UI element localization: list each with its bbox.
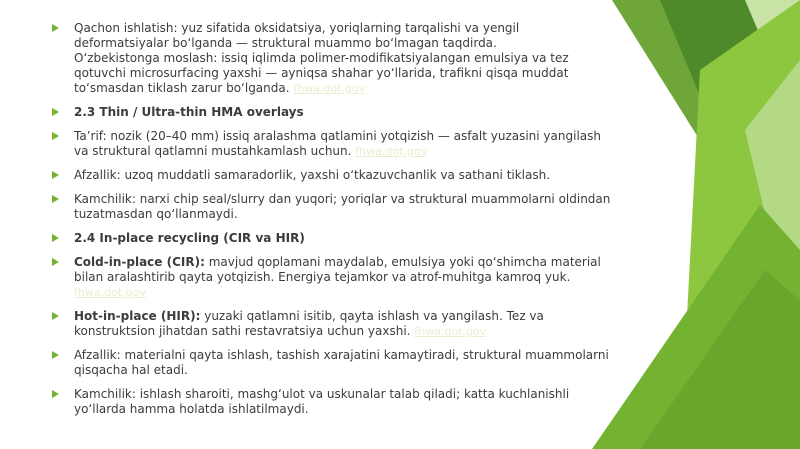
bullet-text: Kamchilik: ishlash sharoiti, mashg‘ulot va uskunalar talab qiladi; katta kuchlanishli yo‘llarda hamma holatda ishlatilmaydi. <box>74 387 570 416</box>
content-area <box>52 21 612 426</box>
section-heading: 2.3 Thin / Ultra-thin HMA overlays <box>74 105 304 119</box>
section-heading-recycling <box>52 231 612 246</box>
section-heading-thin-overlays <box>52 105 612 120</box>
bullet-disadvantage <box>52 192 612 222</box>
bullet-arrow-icon <box>52 351 59 359</box>
bullet-text: mavjud qoplamani maydalab, emulsiya yoki qo‘shimcha material bilan aralashtirib qayta yotqizish. Energiya tejamkor va atrof-muhitga kamroq yuk. <box>74 255 601 284</box>
bullet-disadvantage-recycling <box>52 387 612 417</box>
bullet-definition <box>52 129 612 159</box>
bullet-arrow-icon <box>52 312 59 320</box>
bullet-text: Afzallik: uzoq muddatli samaradorlik, yaxshi o‘tkazuvchanlik va sathani tiklash. <box>74 168 551 182</box>
bullet-text: Kamchilik: narxi chip seal/slurry dan yuqori; yoriqlar va struktural muammolarni oldindan tuzatmasdan qo‘llanmaydi. <box>74 192 611 221</box>
bullet-when-to-use <box>52 21 612 96</box>
source-link[interactable]: fhwa.dot.gov <box>74 286 146 299</box>
bullet-advantage-recycling <box>52 348 612 378</box>
bullet-arrow-icon <box>52 24 59 32</box>
bullet-arrow-icon <box>52 108 59 116</box>
bullet-text: O‘zbekistonga moslash: issiq iqlimda polimer-modifikatsiyalangan emulsiya va tez qotuvchi microsurfacing yaxshi — ayniqsa shahar yo‘llarida, trafikni qisqa muddat to‘smasdan tiklash zarur bo‘lganda. <box>74 51 569 95</box>
source-link[interactable]: fhwa.dot.gov <box>414 325 487 338</box>
bullet-arrow-icon <box>52 390 59 398</box>
section-heading: 2.4 In-place recycling (CIR va HIR) <box>74 231 305 245</box>
bullet-arrow-icon <box>52 195 59 203</box>
bullet-cold-in-place <box>52 255 612 300</box>
bullet-label: Cold-in-place (CIR): <box>74 255 205 269</box>
bullet-text: Ta’rif: nozik (20–40 mm) issiq aralashma qatlamini yotqizish — asfalt yuzasini yangilash va struktural qatlamni mustahkamlash uchun. <box>74 129 601 158</box>
source-link[interactable]: fhwa.dot.gov <box>355 145 428 158</box>
bullet-arrow-icon <box>52 234 59 242</box>
bullet-arrow-icon <box>52 171 59 179</box>
bullet-advantage <box>52 168 612 183</box>
bullet-hot-in-place <box>52 309 612 339</box>
bullet-label: Hot-in-place (HIR): <box>74 309 201 323</box>
bullet-arrow-icon <box>52 258 59 266</box>
bullet-text: Qachon ishlatish: yuz sifatida oksidatsiya, yoriqlarning tarqalishi va yengil deformatsiyalar bo‘lganda — struktural muammo bo‘lmagan taqdirda. <box>74 21 520 50</box>
bullet-arrow-icon <box>52 132 59 140</box>
bullet-text: Afzallik: materialni qayta ishlash, tashish xarajatini kamaytiradi, struktural muammolarni qisqacha hal etadi. <box>74 348 609 377</box>
bullet-text: yuzaki qatlamni isitib, qayta ishlash va yangilash. Tez va konstruktsion jihatdan sathi restavratsiya uchun yaxshi. <box>74 309 544 338</box>
source-link[interactable]: fhwa.dot.gov <box>293 82 366 95</box>
